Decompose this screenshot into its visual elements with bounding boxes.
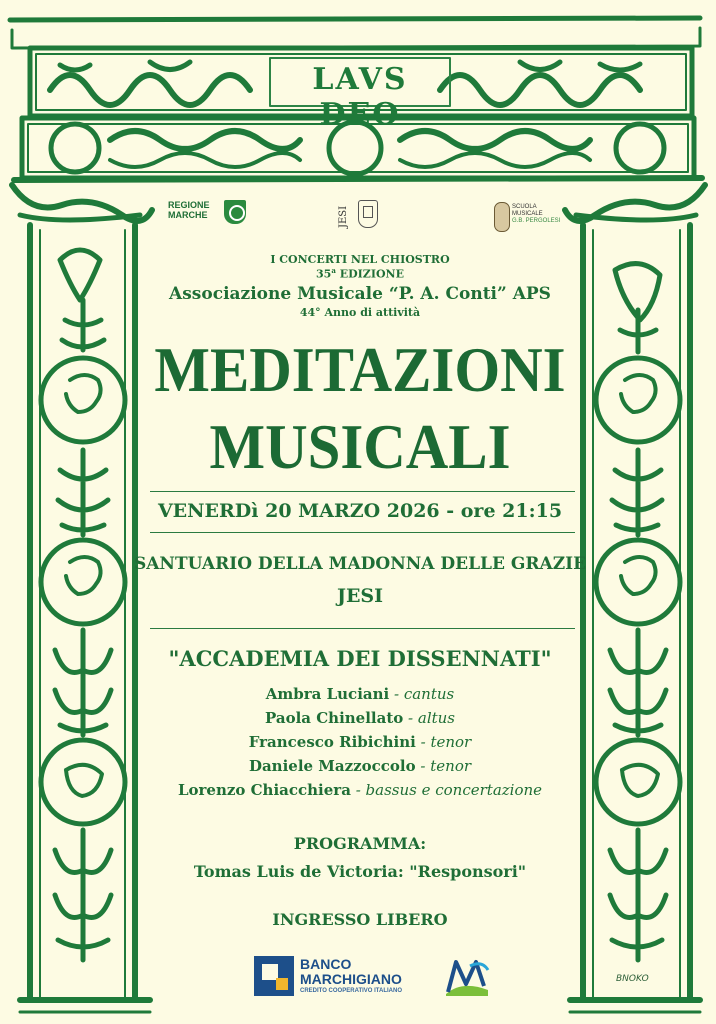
concert-series: I CONCERTI NEL CHIOSTRO	[270, 253, 450, 266]
performer-row	[130, 754, 590, 778]
jesi-label: JESI	[338, 205, 349, 228]
performer-name: Daniele Mazzoccolo	[248, 757, 416, 775]
event-city: JESI	[336, 585, 384, 607]
scuola-musicale-logo	[494, 198, 562, 234]
regione-marche-logo	[168, 200, 252, 228]
regione-line1: REGIONE	[168, 200, 210, 210]
performer-name: Francesco Ribichini	[248, 733, 416, 751]
edition	[140, 266, 580, 281]
regione-emblem-icon	[224, 200, 246, 224]
admission: INGRESSO LIBERO	[272, 910, 448, 929]
ensemble-name: "ACCADEMIA DEI DISSENNATI"	[168, 646, 552, 671]
association-name: Associazione Musicale “P. A. Conti” APS	[169, 284, 551, 304]
edition-sup: a	[331, 266, 336, 275]
performer-name: Ambra Luciani	[265, 685, 390, 703]
banco-marchigiano-logo	[254, 956, 494, 998]
bank-line1: BANCO	[300, 956, 352, 972]
performer-name: Lorenzo Chiacchiera	[177, 781, 351, 799]
artist-signature: BNOKO	[616, 974, 649, 984]
performer-row	[130, 682, 590, 706]
performer-role: - cantus	[394, 685, 455, 703]
edition-word: EDIZIONE	[339, 267, 404, 281]
divider-2	[150, 532, 575, 533]
edition-number: 35	[316, 267, 332, 281]
performer-role: - altus	[408, 709, 456, 727]
title-line2: MUSICALI	[209, 411, 511, 482]
event-venue: SANTUARIO DELLA MADONNA DELLE GRAZIE	[133, 554, 587, 574]
bank-line2: MARCHIGIANO	[300, 971, 402, 987]
jesi-crest-icon	[358, 200, 378, 228]
scuola-line3: G.B. PERGOLESI	[512, 218, 561, 224]
divider-3	[150, 628, 575, 629]
bank-square-icon	[254, 956, 294, 996]
title-line1: MEDITAZIONI	[154, 334, 566, 405]
performers-list	[130, 682, 590, 802]
bank-m-icon	[444, 956, 490, 998]
performer-role: - tenor	[420, 757, 472, 775]
performer-role: - tenor	[420, 733, 472, 751]
event-datetime: VENERDì 20 MARZO 2026 - ore 21:15	[157, 500, 563, 522]
performer-name: Paola Chinellato	[264, 709, 404, 727]
regione-line2: MARCHE	[168, 210, 208, 220]
scuola-violin-icon	[494, 202, 510, 232]
bank-line3: CREDITO COOPERATIVO ITALIANO	[300, 988, 403, 994]
scuola-line1: SCUOLA	[512, 204, 537, 210]
divider-1	[150, 491, 575, 492]
performer-row	[130, 706, 590, 730]
frame-inscription: LAVS DEO	[312, 62, 408, 132]
program-piece: Tomas Luis de Victoria: "Responsori"	[193, 862, 527, 881]
performer-role: - bassus e concertazione	[355, 781, 543, 799]
activity-year: 44° Anno di attività	[299, 306, 421, 319]
program-heading: PROGRAMMA:	[293, 834, 427, 853]
performer-row	[130, 730, 590, 754]
scuola-line2: MUSICALE	[512, 211, 543, 217]
jesi-logo	[338, 198, 384, 232]
performer-row	[130, 778, 590, 802]
